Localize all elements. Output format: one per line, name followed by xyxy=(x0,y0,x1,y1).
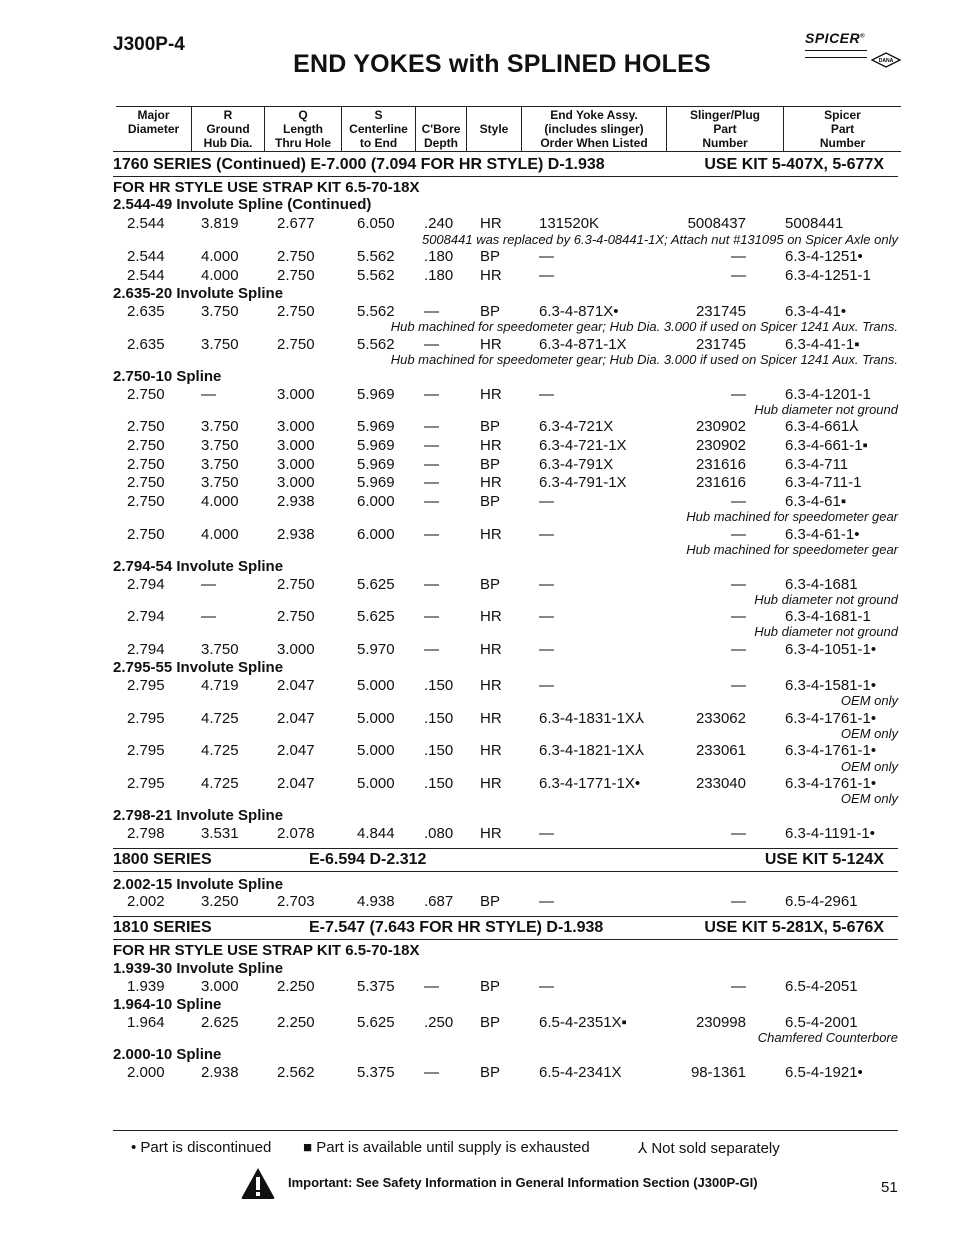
cell-centerline-to-end: 5.000 xyxy=(357,742,395,759)
cell-spicer-part: 6.3-4-1761-1• xyxy=(785,775,877,792)
series-dims: E-7.547 (7.643 FOR HR STYLE) D-1.938 xyxy=(309,919,604,936)
legend-not-sold: ⅄ Not sold separately xyxy=(638,1140,780,1157)
cell-cbore-depth: .687 xyxy=(424,893,454,910)
row-note: Hub machined for speedometer gear; Hub Dia. 3.000 if used on Spicer 1241 Aux. Trans. xyxy=(390,352,898,367)
cell-spicer-part: 6.5-4-2051 xyxy=(785,978,858,995)
cell-spicer-part: 6.5-4-2961 xyxy=(785,893,858,910)
cell-hub-dia: 3.750 xyxy=(201,456,239,473)
cell-hub-dia: 3.750 xyxy=(201,437,239,454)
cell-length-thru-hole: 3.000 xyxy=(277,437,315,454)
cell-length-thru-hole: 2.047 xyxy=(277,710,315,727)
cell-cbore-depth: .150 xyxy=(424,775,454,792)
cell-centerline-to-end: 5.970 xyxy=(357,641,395,658)
square-bullet-icon: ■ xyxy=(303,1139,313,1156)
cell-cbore-depth: — xyxy=(424,526,439,543)
cell-slinger-part: — xyxy=(731,608,746,625)
cell-end-yoke-assy: 6.5-4-2341X xyxy=(539,1064,622,1081)
cell-length-thru-hole: 2.250 xyxy=(277,978,315,995)
subheading: 2.795-55 Involute Spline xyxy=(113,659,284,676)
cell-hub-dia: — xyxy=(201,576,216,593)
cell-length-thru-hole: 2.750 xyxy=(277,576,315,593)
cell-slinger-part: 233062 xyxy=(695,710,746,727)
cell-cbore-depth: — xyxy=(424,456,439,473)
cell-cbore-depth: — xyxy=(424,336,439,353)
cell-slinger-part: 233061 xyxy=(695,742,746,759)
table-row xyxy=(0,677,954,695)
cell-hub-dia: 3.750 xyxy=(201,303,239,320)
cell-hub-dia: 4.000 xyxy=(201,526,239,543)
cell-centerline-to-end: 5.969 xyxy=(357,418,395,435)
row-note: Hub diameter not ground xyxy=(754,624,898,639)
cell-end-yoke-assy: — xyxy=(539,978,554,995)
cell-length-thru-hole: 2.250 xyxy=(277,1014,315,1031)
cell-cbore-depth: — xyxy=(424,386,439,403)
col-centerline-to-end: S Centerline to End xyxy=(341,107,415,151)
subheading: 1.939-30 Involute Spline xyxy=(113,960,284,977)
cell-end-yoke-assy: — xyxy=(539,608,554,625)
cell-hub-dia: 3.750 xyxy=(201,474,239,491)
cell-spicer-part: 5008441 xyxy=(785,215,844,232)
cell-length-thru-hole: 2.047 xyxy=(277,677,315,694)
cell-centerline-to-end: 5.000 xyxy=(357,710,395,727)
series-header-1760 xyxy=(113,155,898,177)
table-header xyxy=(116,106,901,151)
cell-hub-dia: 2.938 xyxy=(201,1064,239,1081)
cell-end-yoke-assy: — xyxy=(539,493,554,510)
series-name: 1800 SERIES xyxy=(113,851,212,868)
table-row xyxy=(0,418,954,436)
cell-major-diameter: 2.795 xyxy=(127,677,165,694)
cell-centerline-to-end: 5.562 xyxy=(357,248,395,265)
cell-end-yoke-assy: 6.3-4-871-1X xyxy=(539,336,627,353)
cell-spicer-part: 6.3-4-1761-1• xyxy=(785,742,877,759)
page-title: END YOKES with SPLINED HOLES xyxy=(293,50,711,78)
cell-major-diameter: 2.798 xyxy=(127,825,165,842)
cell-spicer-part: 6.3-4-1581-1• xyxy=(785,677,877,694)
cell-slinger-part: 230902 xyxy=(695,437,746,454)
cell-cbore-depth: — xyxy=(424,437,439,454)
row-note: 5008441 was replaced by 6.3-4-08441-1X; Attach nut #131095 on Spicer Axle only xyxy=(421,232,898,247)
cell-cbore-depth: .240 xyxy=(424,215,454,232)
table-row xyxy=(0,1064,954,1082)
document-code: J300P-4 xyxy=(113,34,185,55)
cell-length-thru-hole: 2.750 xyxy=(277,336,315,353)
row-note: OEM only xyxy=(840,693,898,708)
cell-centerline-to-end: 5.562 xyxy=(357,303,395,320)
cell-centerline-to-end: 5.969 xyxy=(357,456,395,473)
cell-hub-dia: — xyxy=(201,608,216,625)
cell-spicer-part: 6.3-4-41-1▪ xyxy=(785,336,860,353)
series-name: 1810 SERIES xyxy=(113,919,212,936)
cell-length-thru-hole: 3.000 xyxy=(277,474,315,491)
row-note: Chamfered Counterbore xyxy=(757,1030,898,1045)
cell-spicer-part: 6.3-4-1681 xyxy=(785,576,858,593)
cell-slinger-part: 231745 xyxy=(695,303,746,320)
subheading: FOR HR STYLE USE STRAP KIT 6.5-70-18X xyxy=(113,179,420,196)
cell-spicer-part: 6.3-4-711-1 xyxy=(785,474,862,491)
cell-major-diameter: 2.794 xyxy=(127,641,165,658)
cell-hub-dia: 3.531 xyxy=(201,825,239,842)
cell-centerline-to-end: 5.000 xyxy=(357,775,395,792)
cell-spicer-part: 6.5-4-2001 xyxy=(785,1014,858,1031)
cell-end-yoke-assy: 6.3-4-1821-1X⅄ xyxy=(539,742,645,759)
row-note: OEM only xyxy=(840,791,898,806)
cell-cbore-depth: — xyxy=(424,418,439,435)
cell-end-yoke-assy: — xyxy=(539,576,554,593)
cell-length-thru-hole: 3.000 xyxy=(277,641,315,658)
cell-style: HR xyxy=(480,608,502,625)
cell-cbore-depth: .150 xyxy=(424,710,454,727)
cell-slinger-part: 231616 xyxy=(695,456,746,473)
series-header-1810 xyxy=(113,918,898,940)
cell-hub-dia: 4.725 xyxy=(201,775,239,792)
cell-style: HR xyxy=(480,267,502,284)
col-length-thru-hole: Q Length Thru Hole xyxy=(264,107,341,151)
not-sold-icon: ⅄ xyxy=(638,1140,648,1157)
spicer-logo xyxy=(805,30,900,78)
cell-slinger-part: 98-1361 xyxy=(690,1064,746,1081)
cell-centerline-to-end: 5.562 xyxy=(357,267,395,284)
cell-spicer-part: 6.3-4-41• xyxy=(785,303,847,320)
cell-style: HR xyxy=(480,336,502,353)
cell-cbore-depth: — xyxy=(424,493,439,510)
cell-spicer-part: 6.3-4-1251• xyxy=(785,248,863,265)
cell-major-diameter: 2.544 xyxy=(127,267,165,284)
cell-cbore-depth: .250 xyxy=(424,1014,454,1031)
cell-major-diameter: 2.750 xyxy=(127,474,165,491)
cell-length-thru-hole: 2.562 xyxy=(277,1064,315,1081)
cell-hub-dia: 3.750 xyxy=(201,641,239,658)
cell-length-thru-hole: 2.750 xyxy=(277,248,315,265)
cell-major-diameter: 2.635 xyxy=(127,303,165,320)
brand-name: SPICER xyxy=(805,30,861,46)
cell-length-thru-hole: 2.750 xyxy=(277,267,315,284)
cell-slinger-part: — xyxy=(731,386,746,403)
cell-centerline-to-end: 6.000 xyxy=(357,493,395,510)
subheading: 2.002-15 Involute Spline xyxy=(113,876,284,893)
col-style: Style xyxy=(466,107,521,151)
cell-hub-dia: 3.000 xyxy=(201,978,239,995)
cell-spicer-part: 6.3-4-1201-1 xyxy=(785,386,871,403)
cell-style: BP xyxy=(480,418,501,435)
cell-cbore-depth: — xyxy=(424,1064,439,1081)
cell-centerline-to-end: 4.938 xyxy=(357,893,395,910)
table-row xyxy=(0,742,954,760)
legend xyxy=(113,1130,898,1157)
cell-end-yoke-assy: 6.3-4-791X xyxy=(539,456,614,473)
cell-end-yoke-assy: — xyxy=(539,526,554,543)
cell-length-thru-hole: 3.000 xyxy=(277,386,315,403)
table-row xyxy=(0,215,954,233)
cell-end-yoke-assy: — xyxy=(539,825,554,842)
cell-cbore-depth: .180 xyxy=(424,267,454,284)
cell-slinger-part: — xyxy=(731,893,746,910)
cell-cbore-depth: .150 xyxy=(424,677,454,694)
table-row xyxy=(0,710,954,728)
cell-length-thru-hole: 2.047 xyxy=(277,775,315,792)
cell-end-yoke-assy: — xyxy=(539,386,554,403)
cell-major-diameter: 2.750 xyxy=(127,456,165,473)
table-row xyxy=(0,775,954,793)
cell-cbore-depth: — xyxy=(424,978,439,995)
cell-major-diameter: 2.635 xyxy=(127,336,165,353)
cell-hub-dia: 4.719 xyxy=(201,677,239,694)
cell-length-thru-hole: 2.078 xyxy=(277,825,315,842)
cell-length-thru-hole: 2.677 xyxy=(277,215,315,232)
col-slinger-plug: Slinger/Plug Part Number xyxy=(666,107,783,151)
cell-centerline-to-end: 6.000 xyxy=(357,526,395,543)
table-row xyxy=(0,437,954,455)
cell-major-diameter: 2.750 xyxy=(127,437,165,454)
cell-length-thru-hole: 2.047 xyxy=(277,742,315,759)
cell-hub-dia: 3.750 xyxy=(201,418,239,435)
cell-cbore-depth: .080 xyxy=(424,825,454,842)
cell-style: HR xyxy=(480,742,502,759)
cell-slinger-part: 231616 xyxy=(695,474,746,491)
cell-style: BP xyxy=(480,456,501,473)
cell-centerline-to-end: 5.562 xyxy=(357,336,395,353)
series-rule xyxy=(113,848,898,849)
series-kit: USE KIT 5-124X xyxy=(764,851,884,868)
cell-style: HR xyxy=(480,677,502,694)
subheading: FOR HR STYLE USE STRAP KIT 6.5-70-18X xyxy=(113,942,420,959)
cell-style: HR xyxy=(480,825,502,842)
cell-major-diameter: 1.964 xyxy=(127,1014,165,1031)
cell-style: BP xyxy=(480,893,501,910)
cell-hub-dia: 4.725 xyxy=(201,742,239,759)
row-note: Hub machined for speedometer gear xyxy=(686,509,898,524)
row-note: Hub machined for speedometer gear; Hub Dia. 3.000 if used on Spicer 1241 Aux. Trans. xyxy=(390,319,898,334)
cell-style: HR xyxy=(480,215,502,232)
cell-spicer-part: 6.3-4-61-1• xyxy=(785,526,860,543)
cell-spicer-part: 6.3-4-61▪ xyxy=(785,493,847,510)
cell-end-yoke-assy: 6.3-4-1771-1X• xyxy=(539,775,641,792)
cell-centerline-to-end: 5.625 xyxy=(357,1014,395,1031)
cell-centerline-to-end: 5.625 xyxy=(357,576,395,593)
cell-style: BP xyxy=(480,576,501,593)
cell-cbore-depth: .150 xyxy=(424,742,454,759)
cell-hub-dia: 3.250 xyxy=(201,893,239,910)
cell-hub-dia: 4.725 xyxy=(201,710,239,727)
series-rule xyxy=(113,916,898,917)
cell-style: HR xyxy=(480,710,502,727)
cell-major-diameter: 2.795 xyxy=(127,710,165,727)
cell-length-thru-hole: 2.750 xyxy=(277,303,315,320)
cell-cbore-depth: — xyxy=(424,641,439,658)
subheading: 2.794-54 Involute Spline xyxy=(113,558,284,575)
cell-style: HR xyxy=(480,386,502,403)
logo-rule xyxy=(805,57,867,58)
cell-length-thru-hole: 2.703 xyxy=(277,893,315,910)
cell-centerline-to-end: 5.969 xyxy=(357,474,395,491)
table-row xyxy=(0,267,954,285)
cell-spicer-part: 6.3-4-1681-1 xyxy=(785,608,871,625)
series-dims: E-6.594 D-2.312 xyxy=(309,851,427,868)
dana-diamond-icon xyxy=(871,52,901,68)
cell-cbore-depth: .180 xyxy=(424,248,454,265)
cell-cbore-depth: — xyxy=(424,303,439,320)
cell-end-yoke-assy: 6.3-4-791-1X xyxy=(539,474,627,491)
cell-end-yoke-assy: 131520K xyxy=(539,215,600,232)
safety-notice: Important: See Safety Information in General Information Section (J300P-GI) xyxy=(288,1175,758,1190)
subheading: 2.798-21 Involute Spline xyxy=(113,807,284,824)
cell-spicer-part: 6.3-4-661⅄ xyxy=(785,418,859,435)
cell-spicer-part: 6.5-4-1921• xyxy=(785,1064,863,1081)
series-title: 1760 SERIES (Continued) E-7.000 (7.094 FOR HR STYLE) D-1.938 xyxy=(113,156,605,173)
cell-major-diameter: 2.794 xyxy=(127,608,165,625)
cell-major-diameter: 2.795 xyxy=(127,775,165,792)
cell-length-thru-hole: 2.938 xyxy=(277,493,315,510)
cell-style: BP xyxy=(480,1064,501,1081)
cell-hub-dia: 4.000 xyxy=(201,248,239,265)
svg-text:DANA: DANA xyxy=(878,58,894,64)
subheading: 2.000-10 Spline xyxy=(113,1046,222,1063)
cell-major-diameter: 2.002 xyxy=(127,893,165,910)
cell-end-yoke-assy: 6.5-4-2351X▪ xyxy=(539,1014,627,1031)
cell-style: BP xyxy=(480,303,501,320)
cell-centerline-to-end: 5.000 xyxy=(357,677,395,694)
col-major-diameter: Major Diameter xyxy=(127,108,180,136)
cell-end-yoke-assy: 6.3-4-721X xyxy=(539,418,614,435)
cell-style: HR xyxy=(480,474,502,491)
cell-centerline-to-end: 5.625 xyxy=(357,608,395,625)
cell-length-thru-hole: 2.938 xyxy=(277,526,315,543)
cell-hub-dia: 3.750 xyxy=(201,336,239,353)
cell-cbore-depth: — xyxy=(424,474,439,491)
cell-slinger-part: — xyxy=(731,576,746,593)
series-kit: USE KIT 5-407X, 5-677X xyxy=(704,156,884,173)
cell-centerline-to-end: 5.375 xyxy=(357,978,395,995)
page-number: 51 xyxy=(881,1179,898,1196)
cell-end-yoke-assy: 6.3-4-871X• xyxy=(539,303,619,320)
cell-major-diameter: 2.750 xyxy=(127,386,165,403)
legend-discontinued: • Part is discontinued xyxy=(131,1139,272,1156)
cell-major-diameter: 2.750 xyxy=(127,493,165,510)
row-note: Hub machined for speedometer gear xyxy=(686,542,898,557)
subheading: 2.635-20 Involute Spline xyxy=(113,285,284,302)
cell-major-diameter: 1.939 xyxy=(127,978,165,995)
col-ground-hub-dia: R Ground Hub Dia. xyxy=(191,107,264,151)
cell-length-thru-hole: 3.000 xyxy=(277,418,315,435)
cell-spicer-part: 6.3-4-661-1▪ xyxy=(785,437,868,454)
cell-end-yoke-assy: 6.3-4-721-1X xyxy=(539,437,627,454)
table-row xyxy=(0,248,954,266)
cell-hub-dia: 3.819 xyxy=(201,215,239,232)
cell-centerline-to-end: 4.844 xyxy=(357,825,395,842)
cell-hub-dia: 4.000 xyxy=(201,493,239,510)
cell-style: BP xyxy=(480,493,501,510)
table-row xyxy=(0,456,954,474)
subheading: 2.544-49 Involute Spline (Continued) xyxy=(113,196,372,213)
cell-slinger-part: 230902 xyxy=(695,418,746,435)
cell-centerline-to-end: 5.969 xyxy=(357,386,395,403)
cell-slinger-part: 230998 xyxy=(695,1014,746,1031)
cell-major-diameter: 2.750 xyxy=(127,526,165,543)
cell-end-yoke-assy: — xyxy=(539,641,554,658)
cell-spicer-part: 6.3-4-1761-1• xyxy=(785,710,877,727)
legend-until-exhausted: ■ Part is available until supply is exhausted xyxy=(303,1139,590,1156)
warning-icon xyxy=(240,1166,276,1200)
subheading: 1.964-10 Spline xyxy=(113,996,222,1013)
cell-slinger-part: — xyxy=(731,677,746,694)
cell-slinger-part: — xyxy=(731,825,746,842)
cell-slinger-part: — xyxy=(731,267,746,284)
logo-rule xyxy=(805,50,867,51)
cell-hub-dia: 4.000 xyxy=(201,267,239,284)
cell-style: BP xyxy=(480,248,501,265)
cell-style: HR xyxy=(480,526,502,543)
cell-major-diameter: 2.795 xyxy=(127,742,165,759)
row-note: OEM only xyxy=(840,759,898,774)
col-cbore-depth: C'Bore Depth xyxy=(415,107,466,151)
cell-end-yoke-assy: — xyxy=(539,267,554,284)
cell-style: HR xyxy=(480,641,502,658)
cell-major-diameter: 2.794 xyxy=(127,576,165,593)
cell-style: HR xyxy=(480,437,502,454)
cell-slinger-part: — xyxy=(731,641,746,658)
cell-major-diameter: 2.750 xyxy=(127,418,165,435)
cell-cbore-depth: — xyxy=(424,576,439,593)
cell-slinger-part: — xyxy=(731,978,746,995)
cell-slinger-part: 5008437 xyxy=(687,215,746,232)
cell-slinger-part: — xyxy=(731,493,746,510)
row-note: Hub diameter not ground xyxy=(754,592,898,607)
cell-centerline-to-end: 6.050 xyxy=(357,215,395,232)
cell-spicer-part: 6.3-4-1051-1• xyxy=(785,641,877,658)
table-row xyxy=(0,825,954,843)
cell-centerline-to-end: 5.969 xyxy=(357,437,395,454)
table-row xyxy=(0,641,954,659)
series-kit: USE KIT 5-281X, 5-676X xyxy=(704,919,884,936)
cell-slinger-part: 233040 xyxy=(695,775,746,792)
cell-major-diameter: 2.544 xyxy=(127,215,165,232)
registered-mark: ® xyxy=(860,33,866,40)
cell-style: BP xyxy=(480,978,501,995)
cell-slinger-part: — xyxy=(731,248,746,265)
cell-end-yoke-assy: — xyxy=(539,893,554,910)
cell-end-yoke-assy: — xyxy=(539,677,554,694)
cell-slinger-part: — xyxy=(731,526,746,543)
col-spicer-part: Spicer Part Number xyxy=(783,107,901,151)
cell-centerline-to-end: 5.375 xyxy=(357,1064,395,1081)
cell-length-thru-hole: 2.750 xyxy=(277,608,315,625)
cell-end-yoke-assy: 6.3-4-1831-1X⅄ xyxy=(539,710,645,727)
cell-spicer-part: 6.3-4-1191-1• xyxy=(785,825,876,842)
cell-spicer-part: 6.3-4-711 xyxy=(785,456,849,473)
cell-spicer-part: 6.3-4-1251-1 xyxy=(785,267,871,284)
cell-hub-dia: — xyxy=(201,386,216,403)
cell-end-yoke-assy: — xyxy=(539,248,554,265)
cell-style: BP xyxy=(480,1014,501,1031)
row-note: Hub diameter not ground xyxy=(754,402,898,417)
cell-style: HR xyxy=(480,775,502,792)
table-row xyxy=(0,474,954,492)
cell-major-diameter: 2.544 xyxy=(127,248,165,265)
subheading: 2.750-10 Spline xyxy=(113,368,222,385)
cell-hub-dia: 2.625 xyxy=(201,1014,239,1031)
cell-length-thru-hole: 3.000 xyxy=(277,456,315,473)
cell-cbore-depth: — xyxy=(424,608,439,625)
cell-major-diameter: 2.000 xyxy=(127,1064,165,1081)
table-row xyxy=(0,893,954,911)
row-note: OEM only xyxy=(840,726,898,741)
col-end-yoke-assy: End Yoke Assy. (includes slinger) Order When Listed xyxy=(521,107,666,151)
cell-slinger-part: 231745 xyxy=(695,336,746,353)
series-header-1800 xyxy=(113,850,898,872)
table-row xyxy=(0,978,954,996)
